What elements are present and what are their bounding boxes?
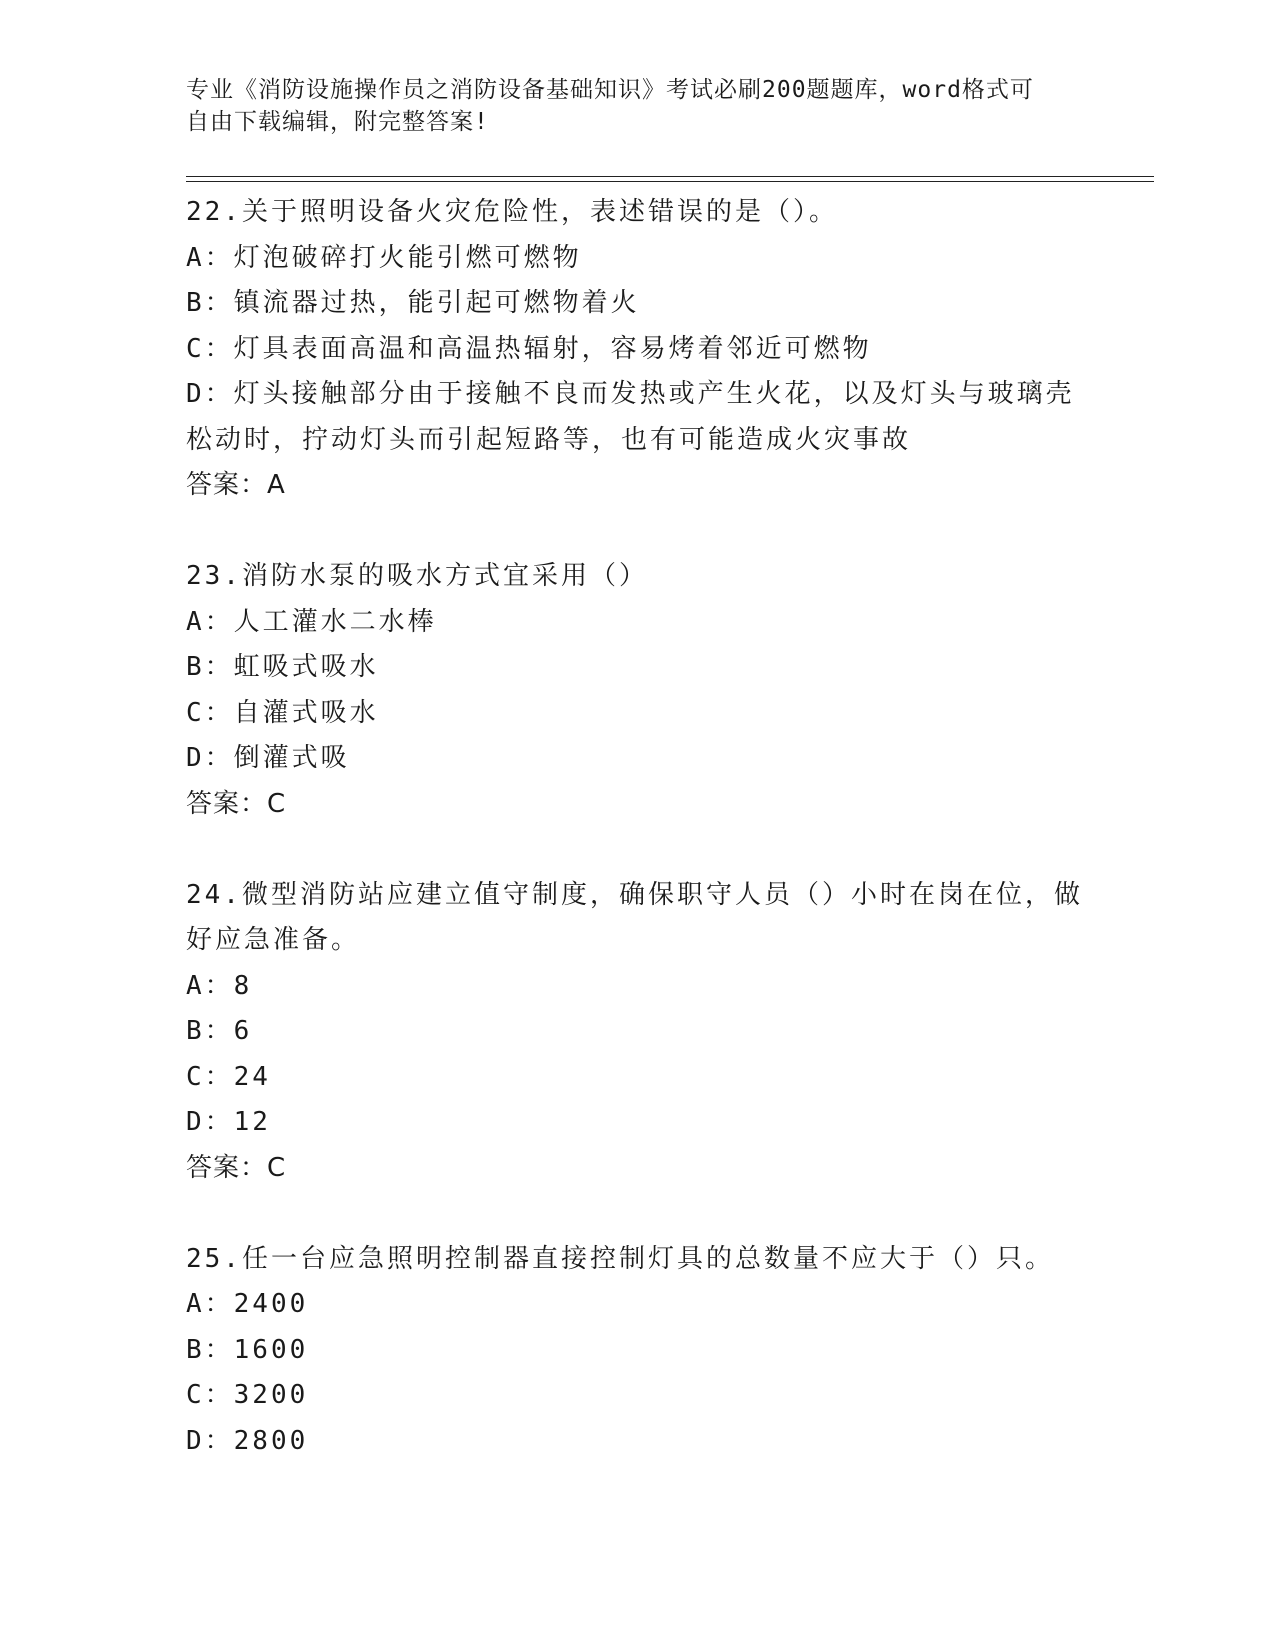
option-a: A：灯泡破碎打火能引燃可燃物	[186, 242, 582, 273]
option-b: B：镇流器过热，能引起可燃物着火	[186, 288, 640, 318]
spacer	[186, 509, 1086, 555]
option-b: B：虹吸式吸水	[186, 652, 379, 682]
question-stem: 23.消防水泵的吸水方式宜采用（）	[186, 561, 648, 591]
question-23	[186, 554, 1086, 827]
header-divider-bottom	[186, 181, 1154, 182]
question-25	[186, 1237, 1086, 1465]
header-line-1: 专业《消防设施操作员之消防设备基础知识》考试必刷200题题库，word格式可	[186, 77, 1034, 103]
question-24	[186, 873, 1086, 1192]
option-a: A：2400	[186, 1289, 309, 1319]
answer: 答案：C	[186, 788, 287, 819]
option-b: B：6	[186, 1016, 253, 1046]
option-a: A：人工灌水二水棒	[186, 606, 437, 637]
header-divider-top	[186, 176, 1154, 177]
question-stem: 25.任一台应急照明控制器直接控制灯具的总数量不应大于（）只。	[186, 1243, 1054, 1274]
option-c: C：自灌式吸水	[186, 697, 379, 728]
spacer	[186, 827, 1086, 873]
option-b: B：1600	[186, 1334, 309, 1365]
option-d: D：灯头接触部分由于接触不良而发热或产生火花，以及灯头与玻璃壳	[186, 379, 1075, 409]
question-stem: 24.微型消防站应建立值守制度，确保职守人员（）小时在岗在位，做	[186, 879, 1083, 910]
spacer	[186, 1191, 1086, 1237]
option-d: D：2800	[186, 1425, 309, 1456]
question-stem-continued: 好应急准备。	[186, 925, 361, 955]
answer: 答案：A	[186, 470, 286, 500]
option-d: D：倒灌式吸	[186, 743, 350, 773]
option-c: C：24	[186, 1061, 271, 1092]
option-c: C：灯具表面高温和高温热辐射，容易烤着邻近可燃物	[186, 333, 872, 364]
question-stem: 22.关于照明设备火灾危险性，表述错误的是（）。	[186, 197, 838, 227]
option-a: A：8	[186, 970, 253, 1001]
header-line-2: 自由下载编辑，附完整答案!	[186, 109, 489, 135]
question-list	[186, 190, 1086, 1464]
document-header	[186, 74, 1066, 138]
answer: 答案：C	[186, 1152, 287, 1183]
option-d: D：12	[186, 1107, 271, 1137]
option-d-continued: 松动时，拧动灯头而引起短路等，也有可能造成火灾事故	[186, 424, 912, 455]
question-22	[186, 190, 1086, 509]
option-c: C：3200	[186, 1380, 309, 1410]
